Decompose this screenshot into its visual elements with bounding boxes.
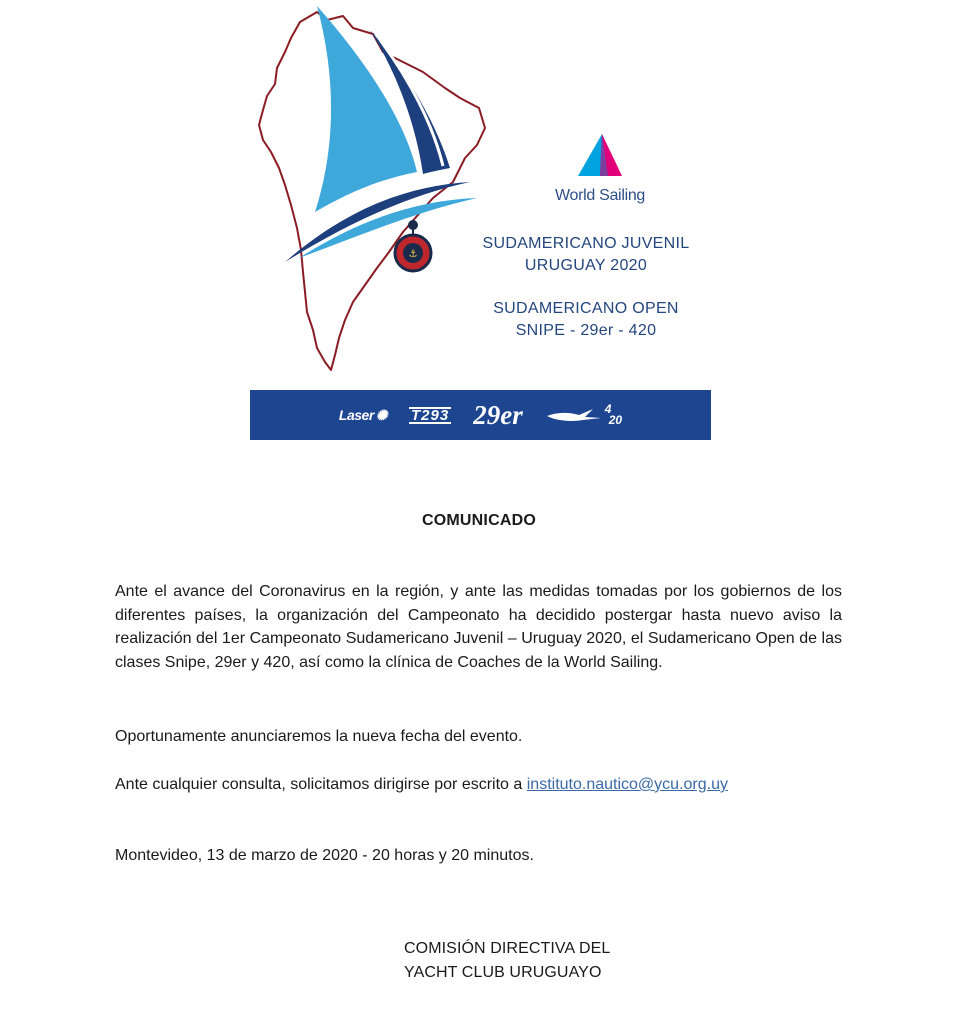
signature-line-2: YACHT CLUB URUGUAYO (404, 964, 602, 981)
contact-paragraph (115, 773, 842, 797)
world-sailing-logo (530, 130, 670, 205)
yacht-club-emblem (395, 220, 431, 271)
date-line: Montevideo, 13 de marzo de 2020 - 20 horas y 20 minutos. (115, 847, 534, 864)
signature-line-1: COMISIÓN DIRECTIVA DEL (404, 940, 611, 957)
signature-block (404, 937, 610, 985)
contact-prefix: Ante cualquier consulta, solicitamos dirigirse por escrito a (115, 776, 527, 793)
laser-label: Laser (338, 407, 374, 423)
contact-email-link[interactable]: instituto.nautico@ycu.org.uy (526, 776, 728, 793)
south-america-sail-logo (255, 0, 495, 380)
420-label-top: 4 (604, 402, 612, 416)
main-sail-shape (315, 6, 417, 212)
bird-icon (545, 404, 603, 426)
laser-star-icon: ✺ (375, 406, 388, 423)
laser-class-logo (339, 407, 387, 424)
event-title-juvenil-line1: SUDAMERICANO JUVENIL (482, 235, 690, 252)
event-title-juvenil-line2: URUGUAY 2020 (524, 257, 648, 274)
world-sailing-label: World Sailing (554, 187, 646, 204)
class-logos-bar (250, 390, 711, 440)
event-title-open (470, 298, 702, 342)
event-title-juvenil (470, 233, 702, 277)
world-sailing-sail-icon (570, 130, 630, 180)
420-class-logo (545, 404, 622, 426)
29er-class-logo: 29er (473, 399, 523, 430)
event-title-open-line1: SUDAMERICANO OPEN (493, 300, 679, 317)
420-label-bottom: 20 (608, 413, 623, 427)
svg-text:⚓: ⚓ (408, 249, 418, 260)
announcement-paragraph: Ante el avance del Coronavirus en la región, y ante las medidas tomadas por los gobiernos de los diferentes países, la organización del Campeonato ha decidido postergar hasta nuevo aviso la realización del 1er Campeonato Sudamericano Juvenil – Uruguay 2020, el Sudamericano Open de las clases Snipe, 29er y 420, así como la clínica de Coaches de la World Sailing. (115, 583, 842, 671)
event-logo (0, 0, 958, 380)
t293-class-logo: T293 (411, 406, 450, 424)
event-title-open-line2: SNIPE - 29er - 420 (515, 322, 657, 339)
document-heading: COMUNICADO (422, 512, 536, 529)
new-date-paragraph: Oportunamente anunciaremos la nueva fecha del evento. (115, 728, 523, 745)
south-america-map-outline (259, 12, 485, 370)
